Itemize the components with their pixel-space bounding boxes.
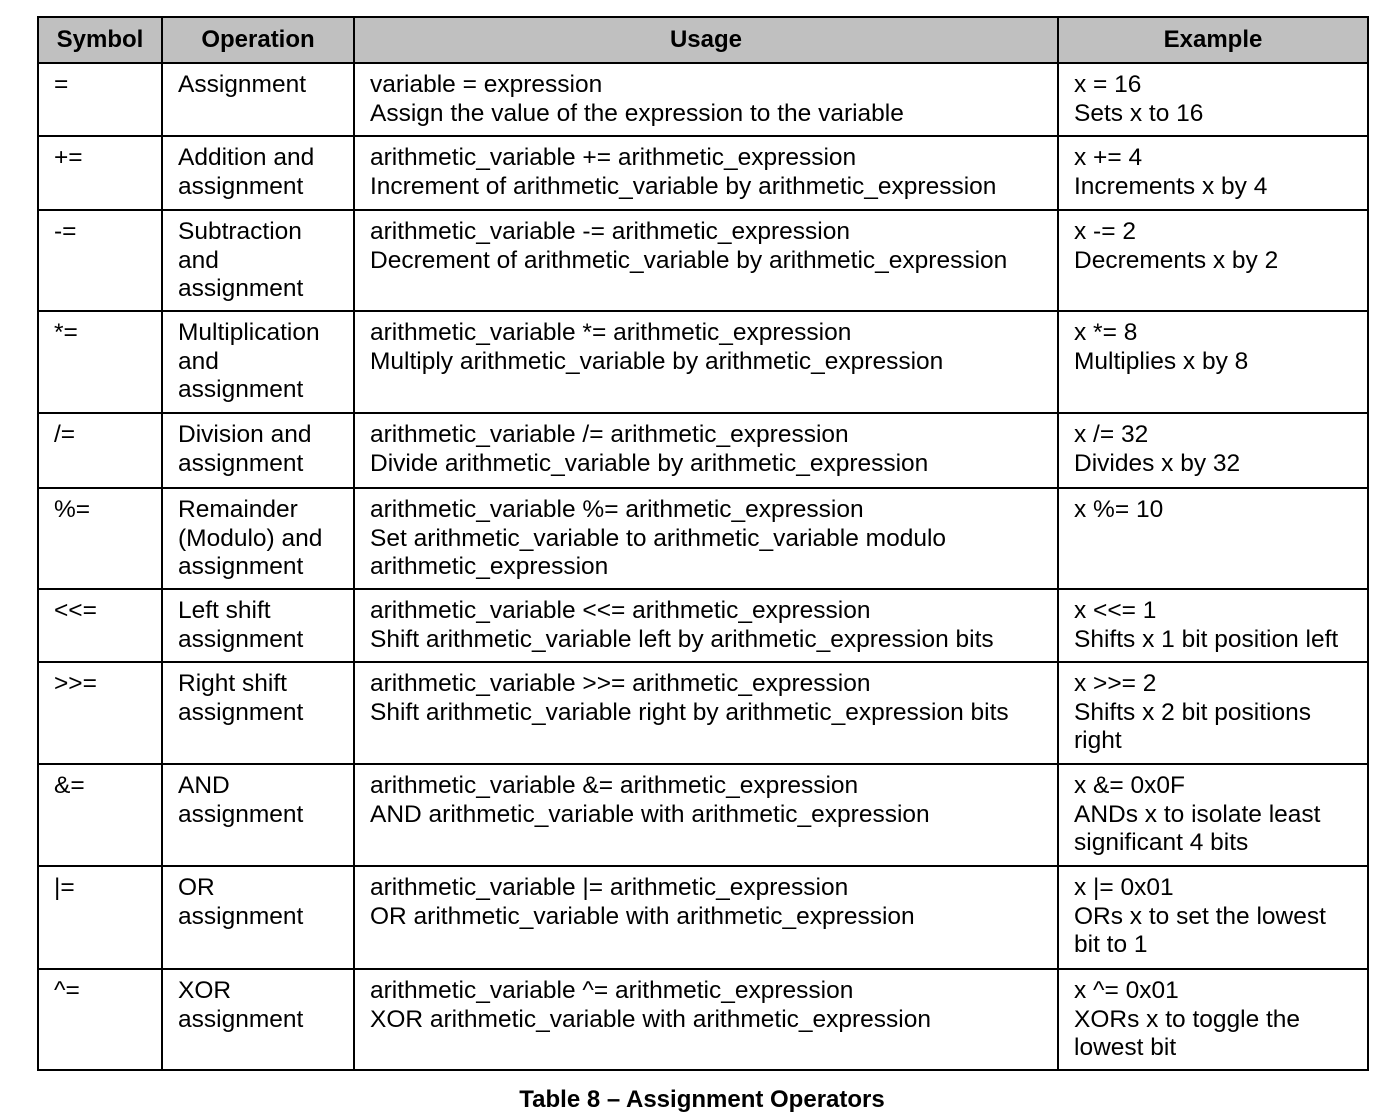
operation-name: Addition and assignment [178,144,315,200]
operation-name: Multiplication and assignment [178,319,320,403]
table-row [38,589,1368,662]
operation-cell [162,488,354,589]
symbol: >>= [54,670,97,697]
symbol-cell [38,662,162,764]
symbol: -= [54,218,77,245]
usage-description: Multiply arithmetic_variable by arithmetic_expression [370,347,944,375]
example-description: Shifts x 2 bit positions right [1074,698,1311,754]
table-row [38,969,1368,1070]
table-row [38,63,1368,136]
usage-cell [354,764,1058,866]
usage-syntax: arithmetic_variable ^= arithmetic_expression [370,977,854,1004]
example-cell [1058,210,1368,311]
symbol-cell [38,764,162,866]
header-example: Example [1058,17,1368,63]
operation-cell [162,63,354,136]
symbol: |= [54,874,75,901]
usage-syntax: arithmetic_variable >>= arithmetic_expression [370,670,871,697]
example-code: x *= 8 [1074,319,1138,346]
operation-cell [162,589,354,662]
usage-cell [354,210,1058,311]
operation-cell [162,662,354,764]
operation-cell [162,866,354,969]
operation-name: Right shift assignment [178,670,304,726]
usage-description: Divide arithmetic_variable by arithmetic_expression [370,449,929,477]
symbol: %= [54,496,91,523]
example-description: ANDs x to isolate least significant 4 bits [1074,800,1321,856]
usage-syntax: arithmetic_variable |= arithmetic_expression [370,874,849,901]
example-cell [1058,311,1368,413]
usage-syntax: arithmetic_variable <<= arithmetic_expression [370,597,871,624]
table-row [38,488,1368,589]
operation-name: Assignment [178,71,307,98]
usage-syntax: arithmetic_variable &= arithmetic_expression [370,772,859,799]
assignment-operators-table [37,16,1369,1071]
usage-description: Shift arithmetic_variable right by arithmetic_expression bits [370,698,1009,726]
symbol-cell [38,63,162,136]
usage-cell [354,488,1058,589]
example-description: Multiplies x by 8 [1074,347,1249,375]
example-code: x /= 32 [1074,421,1149,448]
table-row [38,662,1368,764]
operation-name: Remainder (Modulo) and assignment [178,496,323,580]
example-code: x |= 0x01 [1074,874,1174,901]
example-description: Increments x by 4 [1074,172,1268,200]
symbol-cell [38,136,162,210]
symbol: <<= [54,597,97,624]
example-cell [1058,413,1368,488]
operation-cell [162,210,354,311]
table-row [38,764,1368,866]
example-code: x %= 10 [1074,496,1164,523]
operation-cell [162,311,354,413]
usage-cell [354,969,1058,1070]
table-caption: Table 8 – Assignment Operators [519,1086,885,1113]
usage-cell [354,413,1058,488]
operation-cell [162,413,354,488]
operation-cell [162,136,354,210]
example-description: ORs x to set the lowest bit to 1 [1074,902,1326,958]
symbol-cell [38,969,162,1070]
usage-description: Increment of arithmetic_variable by arithmetic_expression [370,172,997,200]
example-code: x += 4 [1074,144,1143,171]
example-cell [1058,866,1368,969]
symbol: /= [54,421,76,448]
operation-cell [162,764,354,866]
usage-syntax: arithmetic_variable += arithmetic_expression [370,144,857,171]
symbol: = [54,71,69,98]
header-operation: Operation [162,17,354,63]
operation-name: Division and assignment [178,421,312,477]
example-code: x &= 0x0F [1074,772,1185,799]
symbol-cell [38,210,162,311]
table-row [38,413,1368,488]
usage-cell [354,589,1058,662]
usage-cell [354,63,1058,136]
usage-syntax: arithmetic_variable *= arithmetic_expression [370,319,852,346]
example-cell [1058,969,1368,1070]
example-cell [1058,63,1368,136]
usage-syntax: arithmetic_variable /= arithmetic_expression [370,421,849,448]
symbol: &= [54,772,85,799]
usage-syntax: variable = expression [370,71,603,98]
usage-syntax: arithmetic_variable -= arithmetic_expression [370,218,850,245]
example-description: Sets x to 16 [1074,99,1204,127]
usage-description: XOR arithmetic_variable with arithmetic_expression [370,1005,931,1033]
symbol: ^= [54,977,80,1004]
example-description: Decrements x by 2 [1074,246,1279,274]
example-cell [1058,662,1368,764]
operation-name: AND assignment [178,772,304,828]
operation-name: OR assignment [178,874,304,930]
example-code: x = 16 [1074,71,1142,98]
header-usage: Usage [354,17,1058,63]
symbol-cell [38,488,162,589]
example-code: x -= 2 [1074,218,1136,245]
header-symbol: Symbol [38,17,162,63]
symbol: *= [54,319,78,346]
symbol-cell [38,589,162,662]
usage-description: Set arithmetic_variable to arithmetic_variable modulo arithmetic_expression [370,524,947,580]
usage-syntax: arithmetic_variable %= arithmetic_expression [370,496,864,523]
example-cell [1058,589,1368,662]
example-cell [1058,764,1368,866]
usage-cell [354,662,1058,764]
usage-cell [354,136,1058,210]
symbol-cell [38,413,162,488]
operation-name: XOR assignment [178,977,304,1033]
operation-name: Left shift assignment [178,597,304,653]
usage-description: Assign the value of the expression to the variable [370,99,904,127]
usage-description: Shift arithmetic_variable left by arithmetic_expression bits [370,625,994,653]
usage-description: Decrement of arithmetic_variable by arithmetic_expression [370,246,1008,274]
table-row [38,210,1368,311]
table-row [38,311,1368,413]
example-cell [1058,488,1368,589]
symbol-cell [38,866,162,969]
symbol: += [54,144,83,171]
usage-cell [354,311,1058,413]
operation-cell [162,969,354,1070]
table-row [38,866,1368,969]
example-cell [1058,136,1368,210]
table-row [38,136,1368,210]
header-row [38,17,1368,63]
usage-description: OR arithmetic_variable with arithmetic_expression [370,902,915,930]
example-code: x >>= 2 [1074,670,1157,697]
usage-description: AND arithmetic_variable with arithmetic_expression [370,800,930,828]
symbol-cell [38,311,162,413]
operation-name: Subtraction and assignment [178,218,304,302]
example-code: x <<= 1 [1074,597,1157,624]
example-code: x ^= 0x01 [1074,977,1179,1004]
usage-cell [354,866,1058,969]
example-description: Divides x by 32 [1074,449,1241,477]
example-description: Shifts x 1 bit position left [1074,625,1339,653]
example-description: XORs x to toggle the lowest bit [1074,1005,1301,1061]
